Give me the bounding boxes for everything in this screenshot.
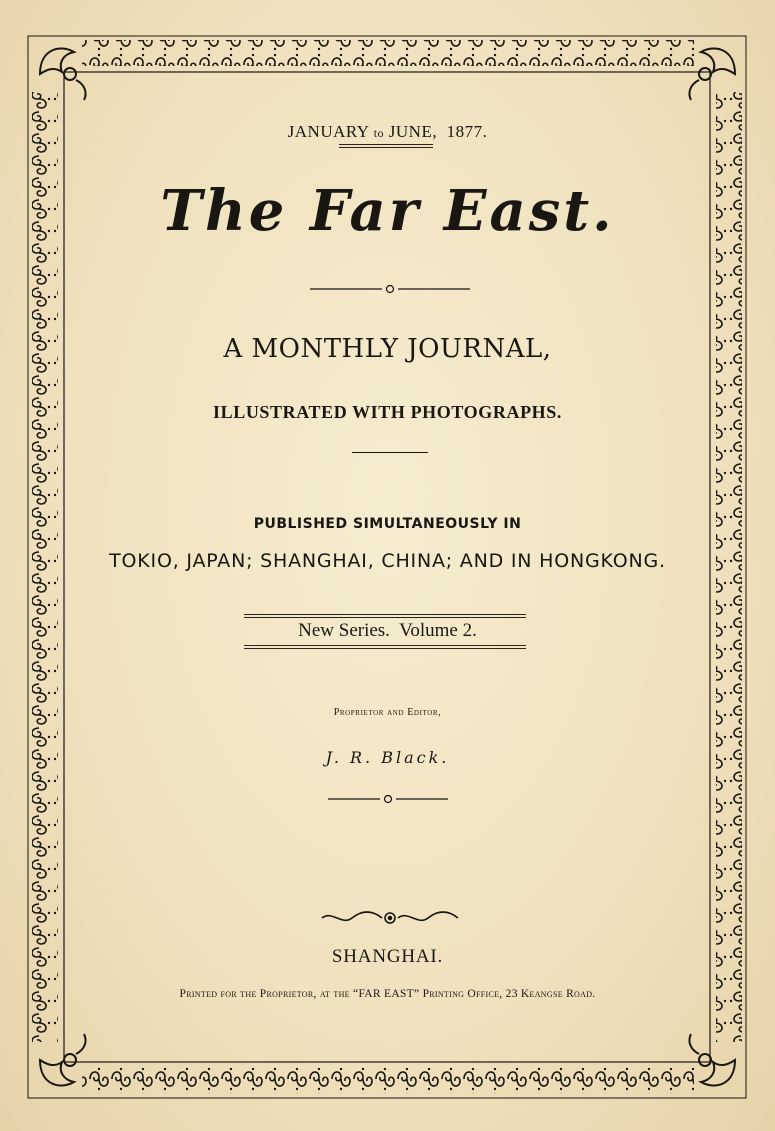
series-volume: New Series. Volume 2. bbox=[298, 620, 477, 641]
ornament-divider-top bbox=[310, 282, 470, 296]
proprietor-label: Proprietor and Editor, bbox=[333, 707, 442, 718]
date-to-word: to bbox=[373, 126, 385, 140]
flourish-ornament bbox=[320, 908, 460, 928]
illustrated-line: ILLUSTRATED WITH PHOTOGRAPHS. bbox=[213, 402, 562, 422]
journal-subtitle: A MONTHLY JOURNAL, bbox=[223, 334, 552, 364]
editor-name: J. R. Black. bbox=[325, 748, 450, 767]
journal-title: The Far East. bbox=[160, 178, 615, 244]
date-to: JUNE, bbox=[388, 122, 438, 141]
date-from: JANUARY bbox=[287, 122, 369, 141]
published-label: PUBLISHED SIMULTANEOUSLY IN bbox=[253, 516, 522, 532]
city: SHANGHAI. bbox=[331, 946, 444, 967]
ornament-divider-bottom bbox=[328, 792, 448, 806]
publication-places: TOKIO, JAPAN; SHANGHAI, CHINA; AND IN HONGKONG. bbox=[109, 550, 666, 572]
short-rule bbox=[352, 452, 428, 453]
printer-line: Printed for the Proprietor, at the “FAR EAST” Printing Office, 23 Keangse Road. bbox=[179, 988, 596, 1000]
date-year: 1877. bbox=[446, 122, 488, 141]
date-range bbox=[0, 122, 775, 148]
